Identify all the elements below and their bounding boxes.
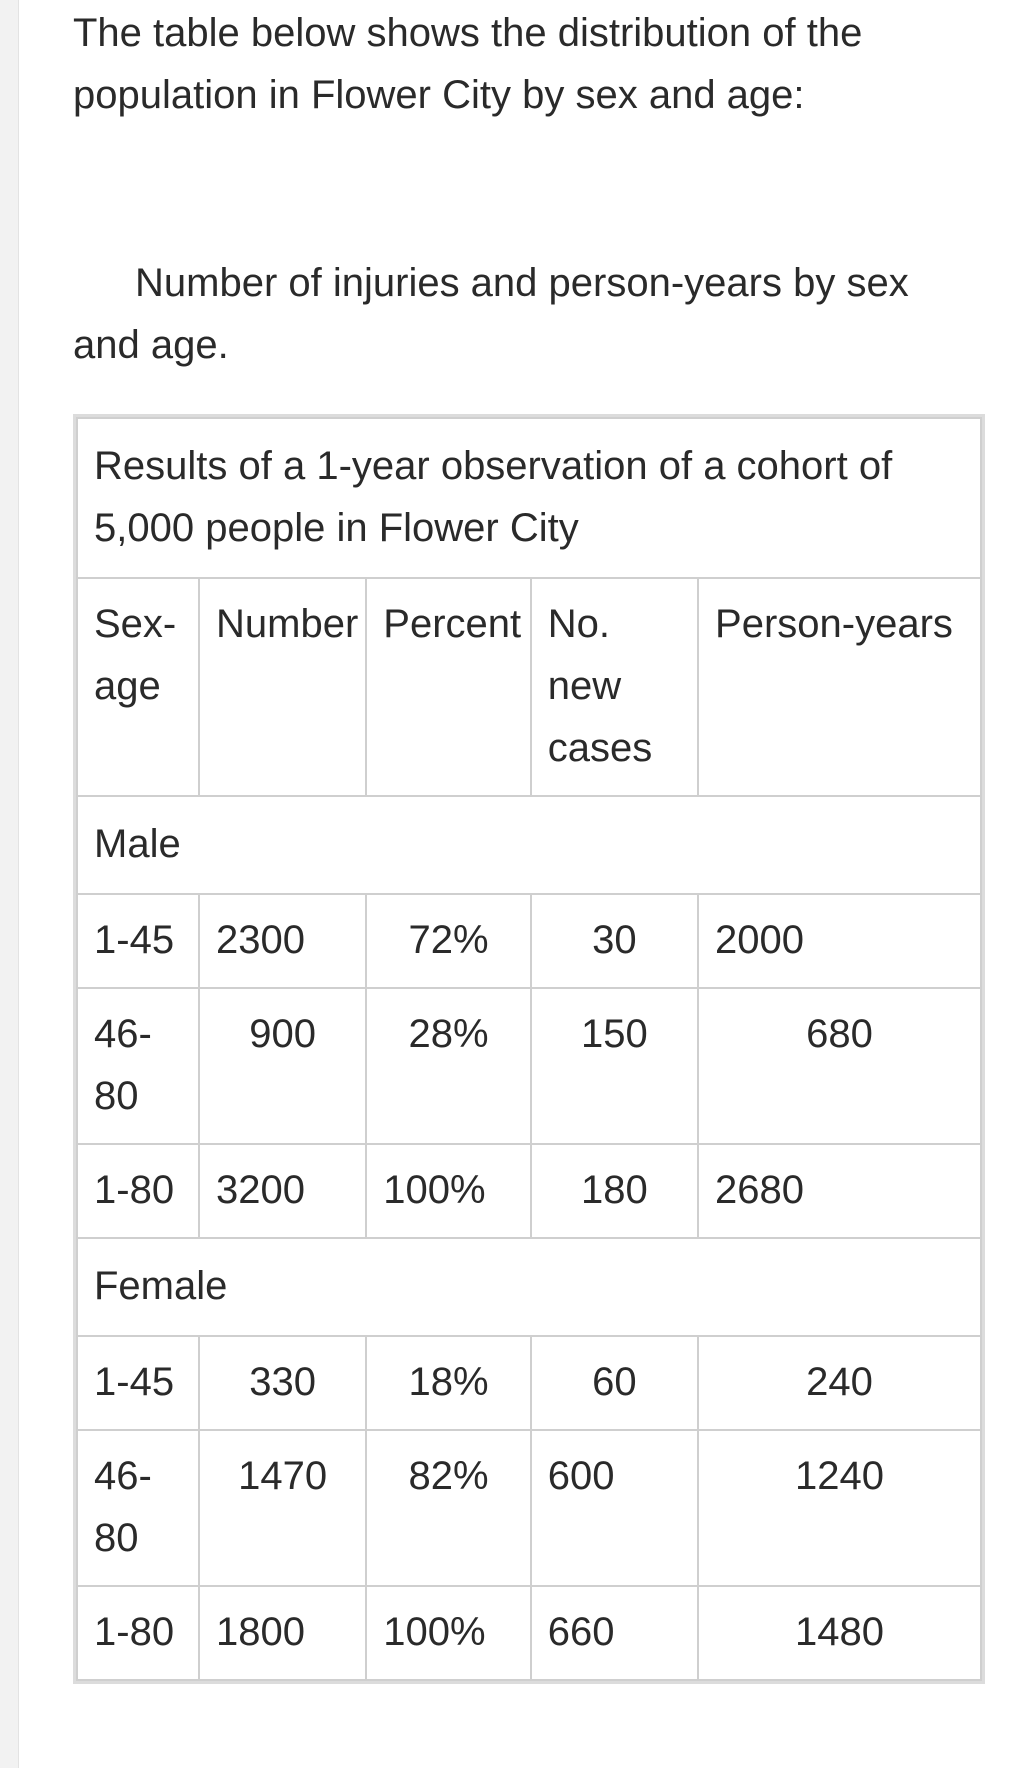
table-cell: 82% — [366, 1430, 531, 1586]
data-table — [76, 417, 982, 1681]
table-cell: 150 — [531, 988, 698, 1144]
table-cell: 100% — [366, 1144, 531, 1238]
table-cell: 46-80 — [77, 1430, 199, 1586]
table-cell: 330 — [199, 1336, 366, 1430]
table-row — [77, 1586, 981, 1680]
header-cell: Sex-age — [77, 578, 199, 796]
table-cell: 1240 — [698, 1430, 981, 1586]
table-cell: 900 — [199, 988, 366, 1144]
table-row — [77, 1336, 981, 1430]
table-cell: 46-80 — [77, 988, 199, 1144]
table-cell: 18% — [366, 1336, 531, 1430]
table-title-row — [77, 418, 981, 578]
table-cell: 600 — [531, 1430, 698, 1586]
page — [18, 0, 1036, 1768]
table-row — [77, 1144, 981, 1238]
table-row — [77, 894, 981, 988]
header-cell: Number — [199, 578, 366, 796]
table-cell: 2680 — [698, 1144, 981, 1238]
group-row-male — [77, 796, 981, 894]
table-cell: 30 — [531, 894, 698, 988]
intro-text: The table below shows the distribution of the population in Flower City by sex and age: — [73, 11, 863, 117]
table-cell: 240 — [698, 1336, 981, 1430]
table-cell: 1-45 — [77, 894, 199, 988]
header-cell: Person-years — [698, 578, 981, 796]
table-row — [77, 988, 981, 1144]
table-caption: Number of injuries and person-years by sex and age. — [73, 261, 909, 367]
table-cell: 1800 — [199, 1586, 366, 1680]
table-cell: 180 — [531, 1144, 698, 1238]
table-row — [77, 1430, 981, 1586]
data-table-container — [73, 414, 985, 1684]
table-cell: 3200 — [199, 1144, 366, 1238]
group-label: Female — [77, 1238, 981, 1336]
table-title: Results of a 1-year observation of a cohort of 5,000 people in Flower City — [77, 418, 981, 578]
table-cell: 680 — [698, 988, 981, 1144]
table-cell: 1-80 — [77, 1586, 199, 1680]
group-row-female — [77, 1238, 981, 1336]
table-cell: 60 — [531, 1336, 698, 1430]
table-cell: 100% — [366, 1586, 531, 1680]
table-cell: 1480 — [698, 1586, 981, 1680]
table-cell: 72% — [366, 894, 531, 988]
table-cell: 1-80 — [77, 1144, 199, 1238]
table-cell: 1470 — [199, 1430, 366, 1586]
header-cell: Percent — [366, 578, 531, 796]
group-label: Male — [77, 796, 981, 894]
table-cell: 2300 — [199, 894, 366, 988]
table-cell: 660 — [531, 1586, 698, 1680]
table-cell: 28% — [366, 988, 531, 1144]
table-cell: 2000 — [698, 894, 981, 988]
header-cell: No. new cases — [531, 578, 698, 796]
table-cell: 1-45 — [77, 1336, 199, 1430]
table-header-row — [77, 578, 981, 796]
